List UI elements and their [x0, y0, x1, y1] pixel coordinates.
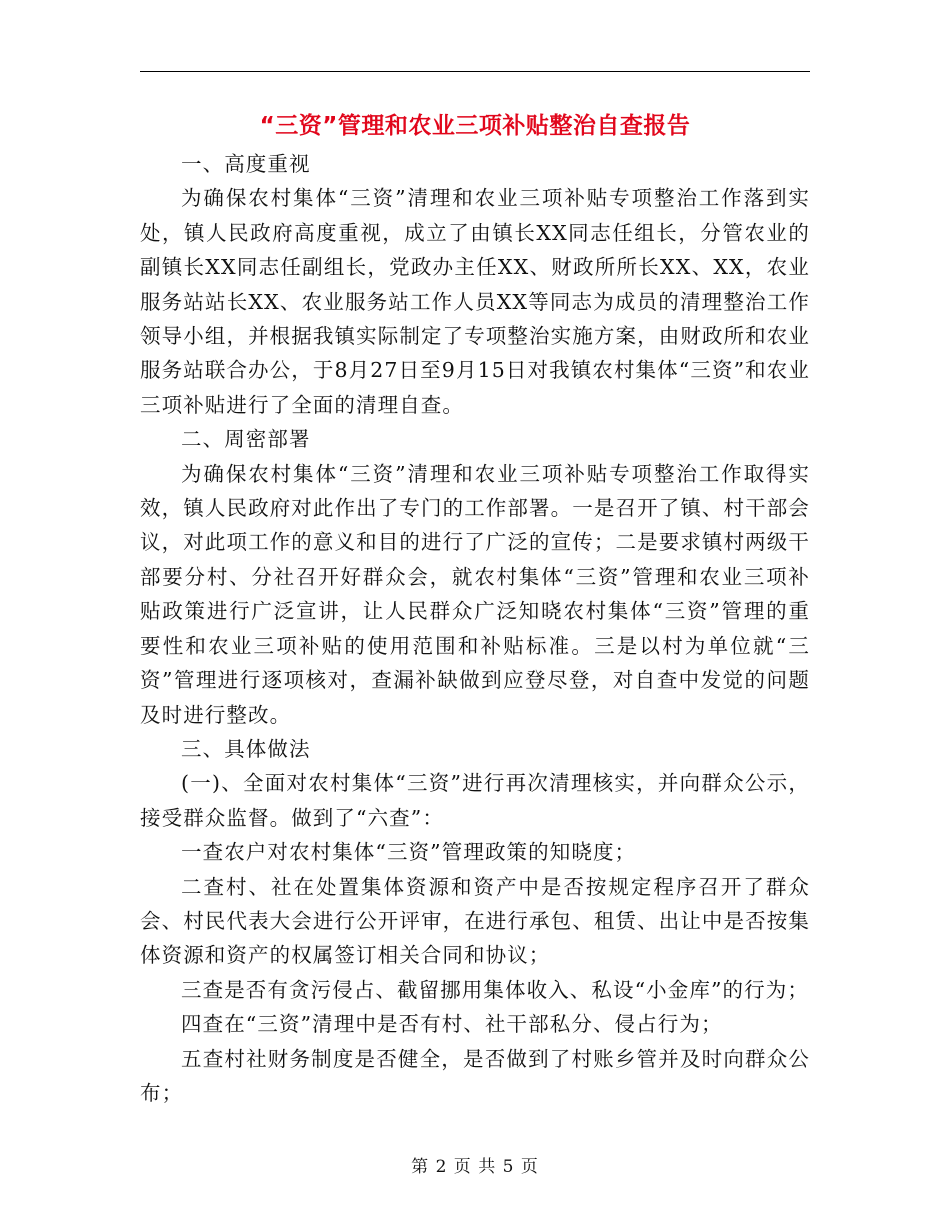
document-body: [140, 147, 810, 1110]
paragraph-3: (一)、全面对农村集体“三资”进行再次清理核实，并向群众公示，接受群众监督。做到了“六查”：: [140, 771, 810, 830]
check-item-2: 二查村、社在处置集体资源和资产中是否按规定程序召开了群众会、村民代表大会进行公开评审，在进行承包、租赁、出让中是否按集体资源和资产的权属签订相关合同和协议；: [140, 874, 810, 968]
section-heading-3: 三、具体做法: [181, 736, 311, 761]
header-rule: [140, 71, 810, 72]
paragraph-2: 为确保农村集体“三资”清理和农业三项补贴专项整治工作取得实效，镇人民政府对此作出了专门的工作部署。一是召开了镇、村干部会议，对此项工作的意义和目的进行了广泛的宣传；二是要求镇村两级干部要分村、分社召开好群众会，就农村集体“三资”管理和农业三项补贴政策进行广泛宣讲，让人民群众广泛知晓农村集体“三资”管理的重要性和农业三项补贴的使用范围和补贴标准。三是以村为单位就“三资”管理进行逐项核对，查漏补缺做到应登尽登，对自查中发觉的问题及时进行整改。: [140, 461, 810, 727]
section-heading-1: 一、高度重视: [181, 152, 311, 176]
check-item-3: 三查是否有贪污侵占、截留挪用集体收入、私设“小金库”的行为；: [181, 977, 809, 1002]
check-item-5: 五查村社财务制度是否健全，是否做到了村账乡管并及时向群众公布；: [140, 1046, 810, 1105]
document-title: “三资”管理和农业三项补贴整治自查报告: [259, 113, 691, 139]
paragraph-1: 为确保农村集体“三资”清理和农业三项补贴专项整治工作落到实处，镇人民政府高度重视，成立了由镇长XX同志任组长，分管农业的副镇长XX同志任副组长，党政办主任XX、财政所所长XX、XX，农业服务站站长XX、农业服务站工作人员XX等同志为成员的清理整治工作领导小组，并根据我镇实际制定了专项整治实施方案，由财政所和农业服务站联合办公，于8月27日至9月15日对我镇农村集体“三资”和农业三项补贴进行了全面的清理自查。: [140, 186, 810, 417]
check-item-4: 四查在“三资”清理中是否有村、社干部私分、侵占行为；: [181, 1012, 723, 1037]
check-item-1: 一查农户对农村集体“三资”管理政策的知晓度；: [181, 840, 637, 865]
section-heading-2: 二、周密部署: [181, 427, 311, 452]
page-number-footer: 第 2 页 共 5 页: [411, 1157, 539, 1177]
